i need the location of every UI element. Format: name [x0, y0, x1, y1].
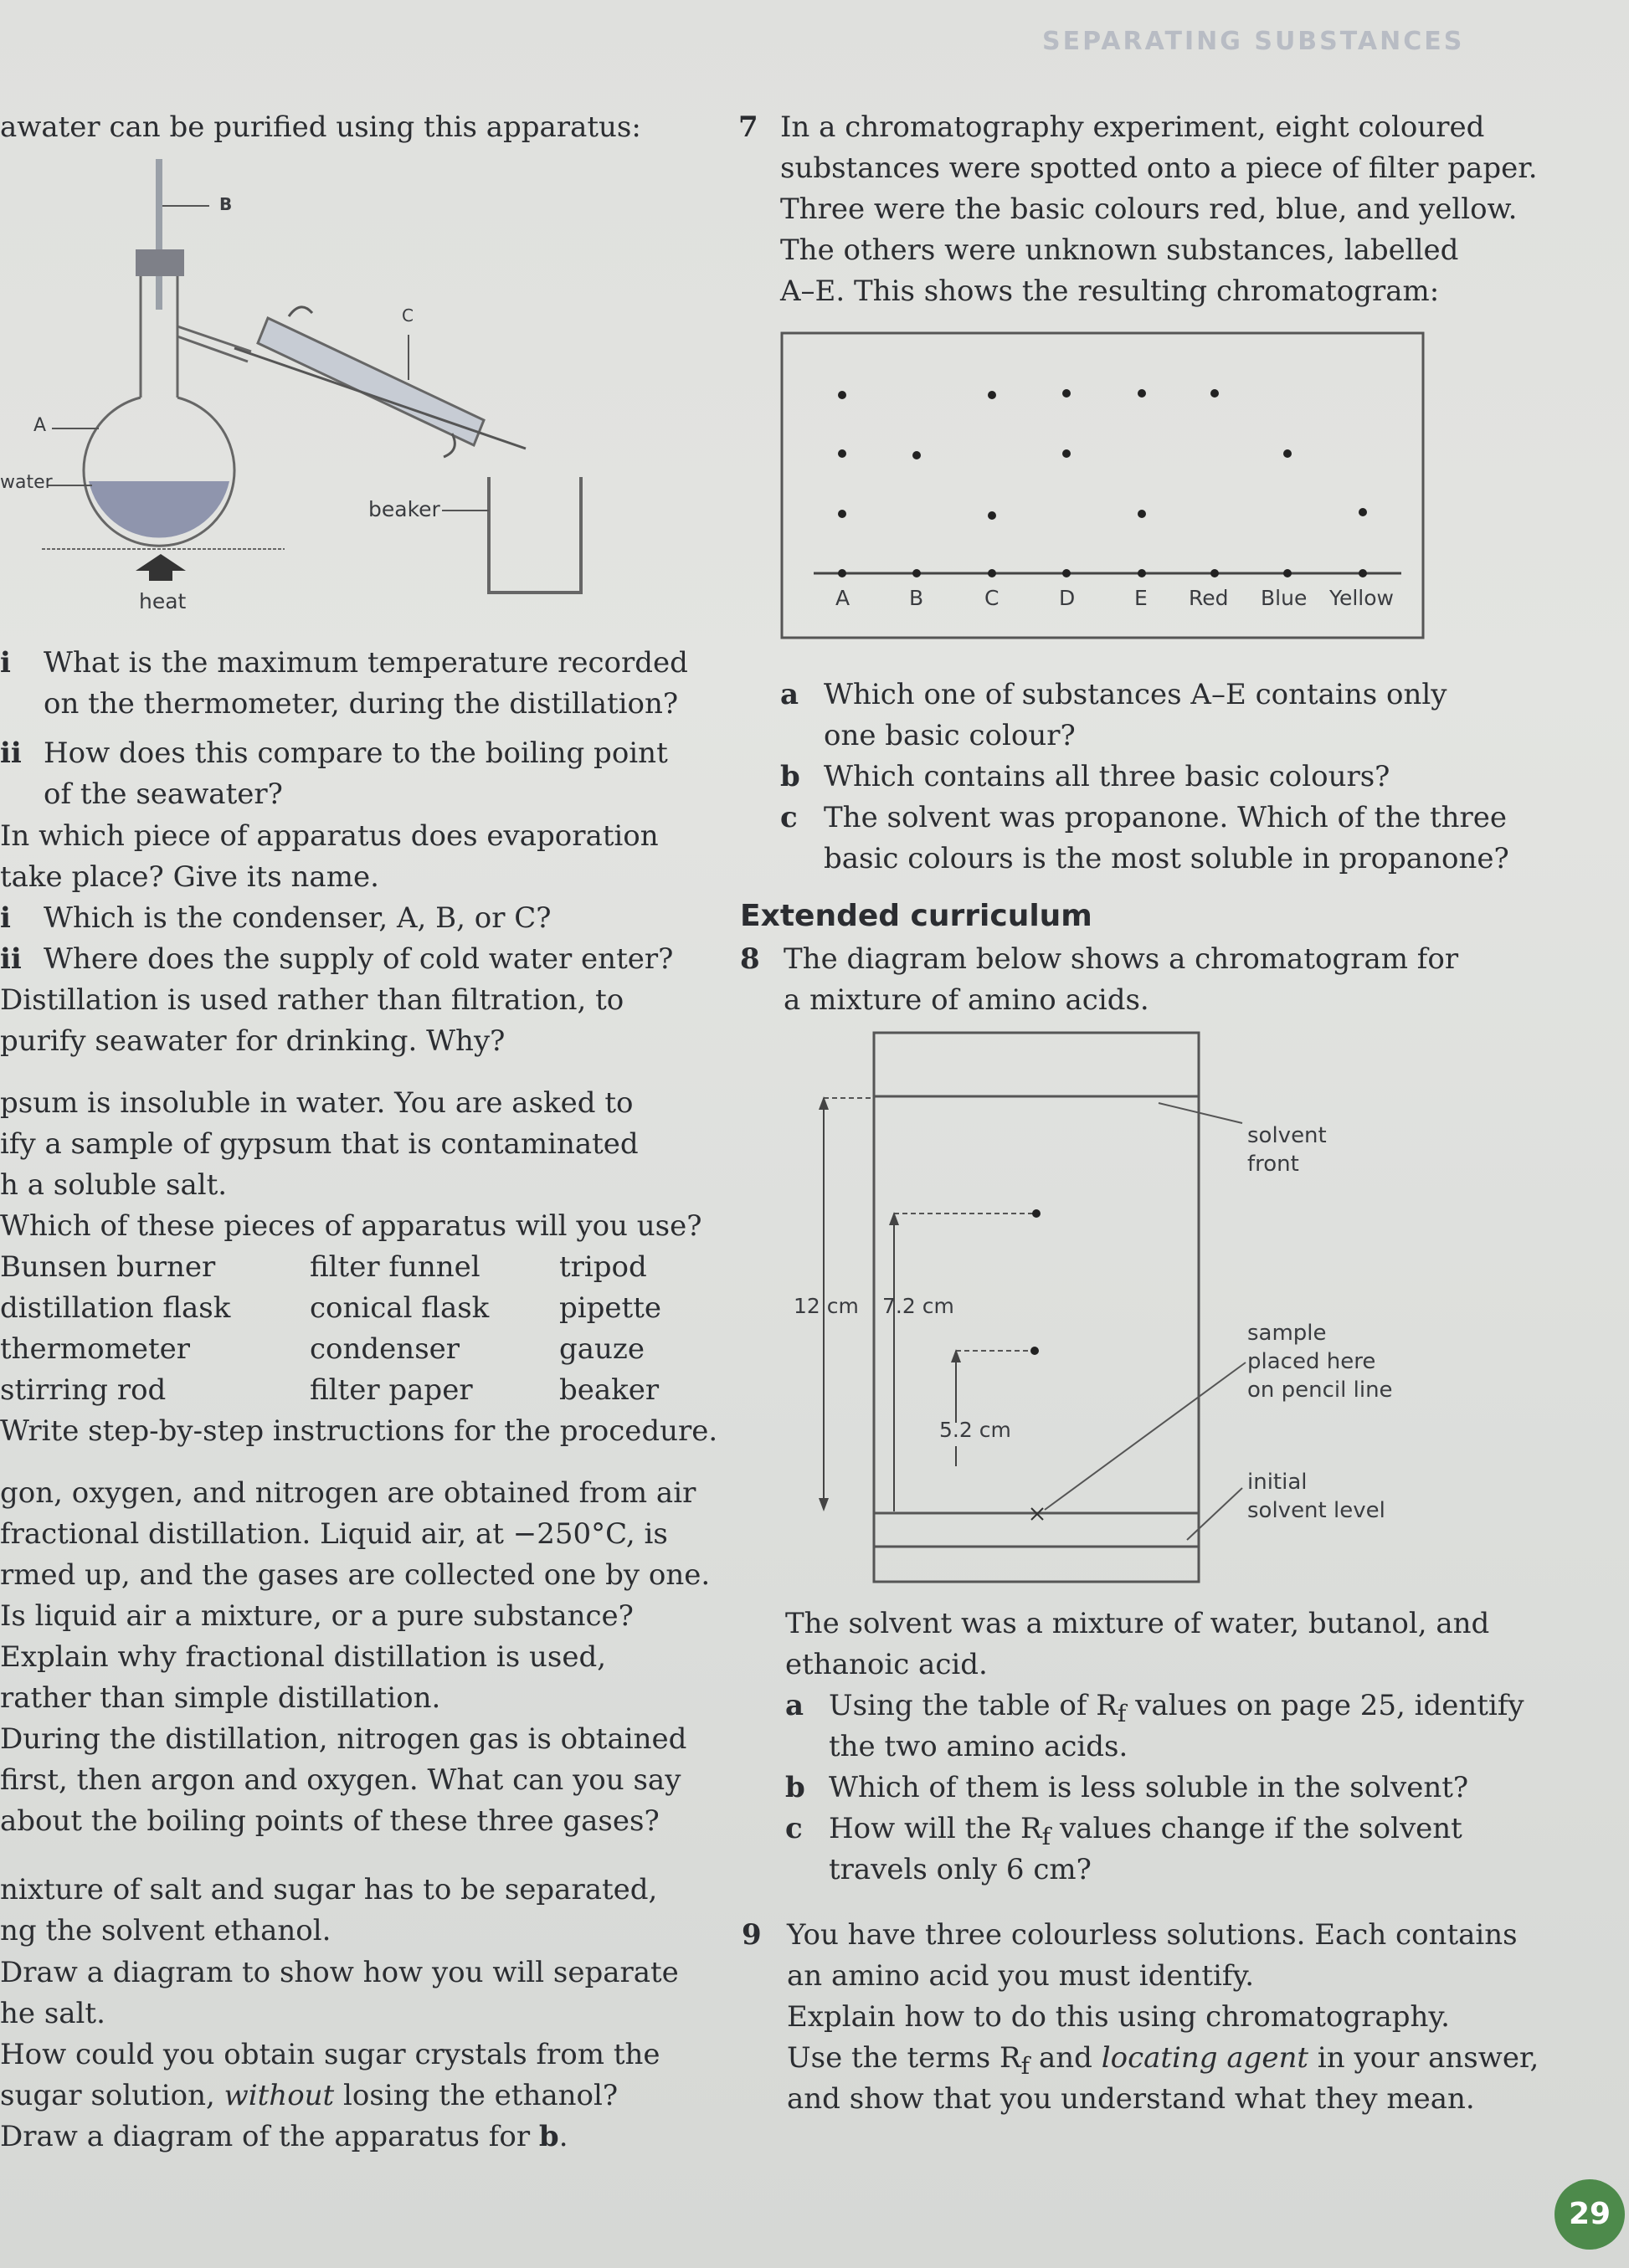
- q8c-text: How will the R: [829, 1812, 1042, 1845]
- q-cond-number: i: [0, 901, 11, 935]
- condenser: [258, 318, 484, 445]
- label-line: sample: [1247, 1321, 1327, 1346]
- air-question3-line1: During the distillation, nitrogen gas is obtained: [0, 1722, 687, 1756]
- q-evap-line1: In which piece of apparatus does evaporation: [0, 819, 659, 853]
- q-water: Where does the supply of cold water enter?: [44, 942, 674, 976]
- q8a-sub: f: [1117, 1699, 1127, 1727]
- spot: [1062, 449, 1071, 458]
- q7-line3: Three were the basic colours red, blue, and yellow.: [780, 192, 1518, 226]
- q-ii-number: ii: [0, 736, 22, 770]
- q-water-number: ii: [0, 942, 22, 976]
- q8c-text-end: values change if the solvent: [1051, 1812, 1462, 1845]
- salt-line1: nixture of salt and sugar has to be separated,: [0, 1873, 658, 1906]
- beaker: [489, 477, 581, 593]
- q8a-text: Using the table of R: [829, 1689, 1118, 1722]
- label-line: initial: [1247, 1470, 1308, 1495]
- q7-line1: In a chromatography experiment, eight coloured: [780, 110, 1485, 144]
- salt-q3: [0, 2117, 568, 2158]
- extended-curriculum-heading: Extended curriculum: [740, 899, 1092, 933]
- lane-label: Blue: [1261, 586, 1308, 610]
- spot: [1062, 389, 1071, 398]
- label-a: A: [33, 415, 47, 436]
- gypsum-line1: psum is insoluble in water. You are asked to: [0, 1086, 634, 1120]
- air-line1: gon, oxygen, and nitrogen are obtained from air: [0, 1476, 696, 1510]
- q9-emphasis: locating agent: [1101, 2041, 1309, 2075]
- air-line3: rmed up, and the gases are collected one by one.: [0, 1558, 711, 1592]
- label-beaker: beaker: [368, 497, 440, 521]
- salt-q2-emphasis: without: [224, 2079, 335, 2112]
- apparatus-item: pipette: [559, 1291, 661, 1325]
- q7-number: 7: [738, 110, 758, 144]
- label-water: water: [0, 472, 53, 493]
- q8a-line2: the two amino acids.: [829, 1730, 1128, 1763]
- air-question1: Is liquid air a mixture, or a pure substance?: [0, 1599, 634, 1633]
- q9-line1: You have three colourless solutions. Each contains: [787, 1918, 1518, 1952]
- q9-text-mid: and: [1030, 2041, 1102, 2075]
- apparatus-item: Bunsen burner: [0, 1250, 216, 1284]
- q9-sub: f: [1020, 2051, 1030, 2080]
- amino-acid-spot: [1032, 1209, 1041, 1218]
- spot: [838, 449, 846, 458]
- salt-q2-text: sugar solution,: [0, 2079, 215, 2112]
- spot: [838, 510, 846, 518]
- spot: [988, 391, 996, 399]
- q7-line2: substances were spotted onto a piece of filter paper.: [780, 151, 1538, 185]
- salt-q1-line1: Draw a diagram to show how you will separate: [0, 1956, 679, 1989]
- spot: [838, 391, 846, 399]
- distillation-apparatus-diagram: [0, 151, 603, 670]
- label-heat: heat: [139, 589, 187, 613]
- apparatus-item: condenser: [310, 1332, 460, 1366]
- label-line: solvent: [1247, 1123, 1327, 1148]
- salt-q2-line1: How could you obtain sugar crystals from the: [0, 2038, 660, 2071]
- salt-q1-line2: he salt.: [0, 1997, 105, 2030]
- gypsum-line3: h a soluble salt.: [0, 1168, 228, 1202]
- seawater-liquid: [89, 481, 229, 538]
- apparatus-item: filter funnel: [310, 1250, 480, 1284]
- q8b-text: Which of them is less soluble in the solvent?: [829, 1771, 1469, 1804]
- q7c-line2: basic colours is the most soluble in propanone?: [824, 842, 1509, 875]
- q8c-letter: c: [785, 1812, 803, 1845]
- q7-line4: The others were unknown substances, labelled: [780, 233, 1459, 267]
- label-line: placed here: [1247, 1349, 1376, 1374]
- chromatogram-paper: [782, 333, 1423, 638]
- apparatus-item: beaker: [559, 1373, 660, 1407]
- apparatus-item: distillation flask: [0, 1291, 231, 1325]
- gypsum-write: Write step-by-step instructions for the procedure.: [0, 1414, 718, 1448]
- air-line2: fractional distillation. Liquid air, at −250°C, is: [0, 1517, 668, 1551]
- q7c-letter: c: [780, 801, 798, 834]
- initial-solvent-label: [1247, 1468, 1385, 1525]
- label-line: solvent level: [1247, 1498, 1385, 1523]
- q8-solvent-line2: ethanoic acid.: [785, 1648, 988, 1681]
- label-7-2cm: 7.2 cm: [882, 1294, 954, 1318]
- air-question3-line2: first, then argon and oxygen. What can you say: [0, 1763, 681, 1797]
- label-5-2cm: 5.2 cm: [939, 1418, 1011, 1442]
- q-i-number: i: [0, 646, 11, 680]
- spot: [1210, 389, 1219, 398]
- sample-label: [1247, 1319, 1393, 1404]
- lane-label: Red: [1189, 586, 1229, 610]
- salt-q2-text-end: losing the ethanol?: [343, 2079, 619, 2112]
- salt-q3-text: Draw a diagram of the apparatus for: [0, 2120, 531, 2153]
- lane-label: Yellow: [1329, 586, 1394, 610]
- q9-line3: Explain how to do this using chromatography.: [787, 2000, 1450, 2034]
- salt-q2-line2: [0, 2076, 618, 2117]
- salt-line2: ng the solvent ethanol.: [0, 1914, 331, 1947]
- q7b-text: Which contains all three basic colours?: [824, 760, 1390, 793]
- q-i-line1: What is the maximum temperature recorded: [44, 646, 688, 680]
- q8-line2: a mixture of amino acids.: [784, 983, 1149, 1017]
- stopper: [136, 249, 184, 276]
- lane-label: C: [984, 586, 999, 610]
- q9-text: Use the terms R: [787, 2041, 1021, 2075]
- q8a-letter: a: [785, 1689, 804, 1722]
- q-ii-line1: How does this compare to the boiling point: [44, 736, 668, 770]
- q7a-letter: a: [780, 678, 799, 711]
- spot: [1359, 508, 1367, 516]
- q-ii-line2: of the seawater?: [44, 777, 283, 811]
- q7b-letter: b: [780, 760, 800, 793]
- q7a-line1: Which one of substances A–E contains only: [824, 678, 1447, 711]
- apparatus-item: conical flask: [310, 1291, 490, 1325]
- air-question2-line1: Explain why fractional distillation is used,: [0, 1640, 607, 1674]
- q9-line2: an amino acid you must identify.: [787, 1959, 1255, 1993]
- solvent-front-label: [1247, 1121, 1327, 1178]
- q-evap-line2: take place? Give its name.: [0, 860, 379, 894]
- q9-text-end: in your answer,: [1308, 2041, 1539, 2075]
- label-b: B: [219, 194, 233, 214]
- air-question2-line2: rather than simple distillation.: [0, 1681, 441, 1715]
- q7-line5: A–E. This shows the resulting chromatogram:: [780, 275, 1440, 308]
- lane-label: A: [835, 586, 850, 610]
- apparatus-item: filter paper: [310, 1373, 473, 1407]
- q8b-letter: b: [785, 1771, 805, 1804]
- q7a-line2: one basic colour?: [824, 719, 1076, 752]
- salt-q3-ref: b: [538, 2120, 559, 2153]
- label-c: C: [402, 305, 414, 326]
- q8-solvent-line1: The solvent was a mixture of water, butanol, and: [785, 1607, 1490, 1640]
- q9-number: 9: [742, 1918, 762, 1952]
- lane-label: E: [1134, 586, 1148, 610]
- q8a-text-end: values on page 25, identify: [1126, 1689, 1524, 1722]
- label-line: on pencil line: [1247, 1378, 1393, 1403]
- q-dist-line2: purify seawater for drinking. Why?: [0, 1024, 506, 1058]
- amino-acid-spot: [1030, 1347, 1039, 1355]
- q9-line5: and show that you understand what they mean.: [787, 2082, 1475, 2116]
- q7c-line1: The solvent was propanone. Which of the three: [824, 801, 1508, 834]
- label-12cm: 12 cm: [794, 1294, 859, 1318]
- q8-number: 8: [740, 942, 760, 976]
- lane-label: D: [1059, 586, 1076, 610]
- apparatus-item: tripod: [559, 1250, 647, 1284]
- lane-label: B: [909, 586, 924, 610]
- thermometer: [156, 159, 162, 310]
- page-number-badge: 29: [1554, 2179, 1625, 2250]
- gypsum-question: Which of these pieces of apparatus will you use?: [0, 1209, 702, 1243]
- gypsum-line2: ify a sample of gypsum that is contaminated: [0, 1127, 639, 1161]
- apparatus-item: thermometer: [0, 1332, 191, 1366]
- apparatus-item: gauze: [559, 1332, 645, 1366]
- q-dist-line1: Distillation is used rather than filtration, to: [0, 983, 624, 1017]
- spot: [1138, 389, 1146, 398]
- q8c-sub: f: [1041, 1822, 1051, 1850]
- air-question3-line3: about the boiling points of these three gases?: [0, 1804, 660, 1838]
- sample-cross: [1031, 1508, 1043, 1520]
- q8-line1: The diagram below shows a chromatogram for: [784, 942, 1459, 976]
- spot: [1283, 449, 1292, 458]
- q-cond: Which is the condenser, A, B, or C?: [44, 901, 552, 935]
- running-header: SEPARATING SUBSTANCES: [1042, 27, 1465, 56]
- heat-arrow-icon: [136, 554, 186, 581]
- apparatus-item: stirring rod: [0, 1373, 167, 1407]
- label-line: front: [1247, 1152, 1299, 1177]
- spot: [988, 511, 996, 520]
- q-i-line2: on the thermometer, during the distillation?: [44, 687, 679, 721]
- distillation-intro: awater can be purified using this apparatus:: [0, 110, 641, 144]
- salt-q3-end: .: [558, 2120, 568, 2153]
- spot: [912, 451, 921, 459]
- spot: [1138, 510, 1146, 518]
- q8c-line2: travels only 6 cm?: [829, 1853, 1092, 1886]
